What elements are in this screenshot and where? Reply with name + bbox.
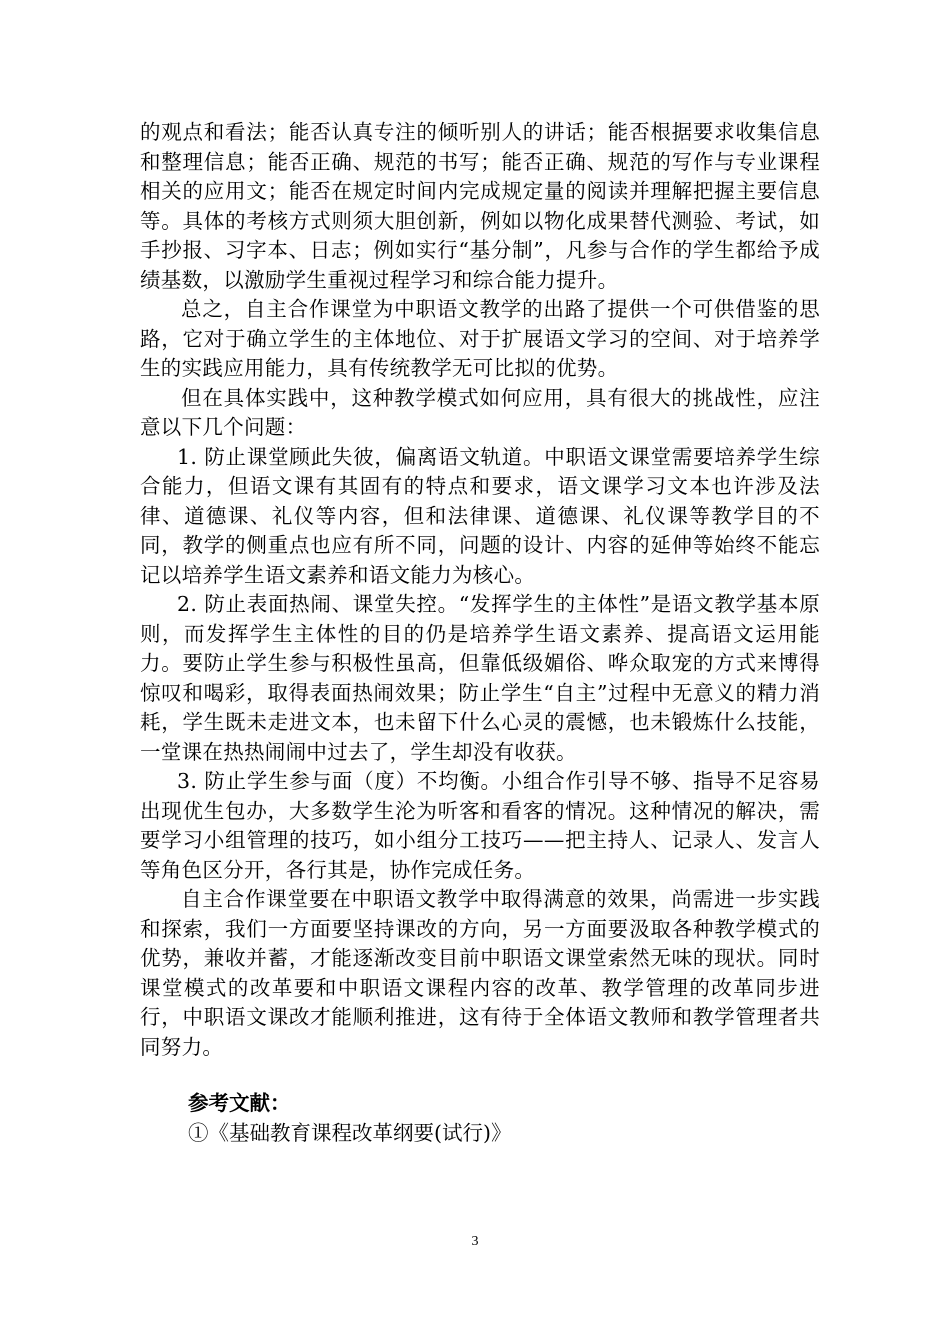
paragraph-final: 自主合作课堂要在中职语文教学中取得满意的效果，尚需进一步实践和探索，我们一方面要坚持课改的方向，另一方面要汲取各种教学模式的优势，兼收并蓄，才能逐渐改变目前中职语文课堂索然无味的现状。同时课堂模式的改革要和中职语文课程内容的改革、教学管理的改革同步进行，中职语文课改才能顺利推进，这有待于全体语文教师和教学管理者共同努力。 [140, 887, 820, 1059]
page-number: 3 [471, 1234, 479, 1249]
paragraph-point-3: 3. 防止学生参与面（度）不均衡。小组合作引导不够、指导不足容易出现优生包办，大多数学生沦为听客和看客的情况。这种情况的解决，需要学习小组管理的技巧，如小组分工技巧——把主持人、记录人、发言人等角色区分开，各行其是，协作完成任务。 [140, 769, 820, 882]
paragraph-point-2: 2. 防止表面热闹、课堂失控。“发挥学生的主体性”是语文教学基本原则，而发挥学生主体性的目的仍是培养学生语文素养、提高语文运用能力。要防止学生参与积极性虽高，但靠低级媚俗、哗众取宠的方式来博得惊叹和喝彩，取得表面热闹效果；防止学生“自主”过程中无意义的精力消耗，学生既未走进文本，也未留下什么心灵的震憾，也未锻炼什么技能，一堂课在热热闹闹中过去了，学生却没有收获。 [140, 592, 820, 764]
references-section [140, 1089, 820, 1148]
paragraph-conclusion: 总之，自主合作课堂为中职语文教学的出路了提供一个可供借鉴的思路，它对于确立学生的主体地位、对于扩展语文学习的空间、对于培养学生的实践应用能力，具有传统教学无可比拟的优势。 [140, 297, 820, 380]
references-title: 参考文献： [188, 1091, 291, 1115]
paragraph-point-1: 1. 防止课堂顾此失彼，偏离语文轨道。中职语文课堂需要培养学生综合能力，但语文课有其固有的特点和要求，语文课学习文本也许涉及法律、道德课、礼仪等内容，但和法律课、道德课、礼仪课等教学目的不同，教学的侧重点也应有所不同，问题的设计、内容的延伸等始终不能忘记以培养学生语文素养和语文能力为核心。 [140, 444, 820, 587]
paragraph-continued: 的观点和看法；能否认真专注的倾听别人的讲话；能否根据要求收集信息和整理信息；能否正确、规范的书写；能否正确、规范的写作与专业课程相关的应用文；能否在规定时间内完成规定量的阅读并理解把握主要信息等。具体的考核方式则须大胆创新，例如以物化成果替代测验、考试，如手抄报、习字本、日志；例如实行“基分制”，凡参与合作的学生都给予成绩基数，以激励学生重视过程学习和综合能力提升。 [140, 120, 820, 292]
reference-item: ①《基础教育课程改革纲要(试行)》 [188, 1120, 512, 1145]
paragraph-challenges-intro: 但在具体实践中，这种教学模式如何应用，具有很大的挑战性，应注意以下几个问题： [140, 385, 820, 439]
document-page [140, 118, 820, 1148]
